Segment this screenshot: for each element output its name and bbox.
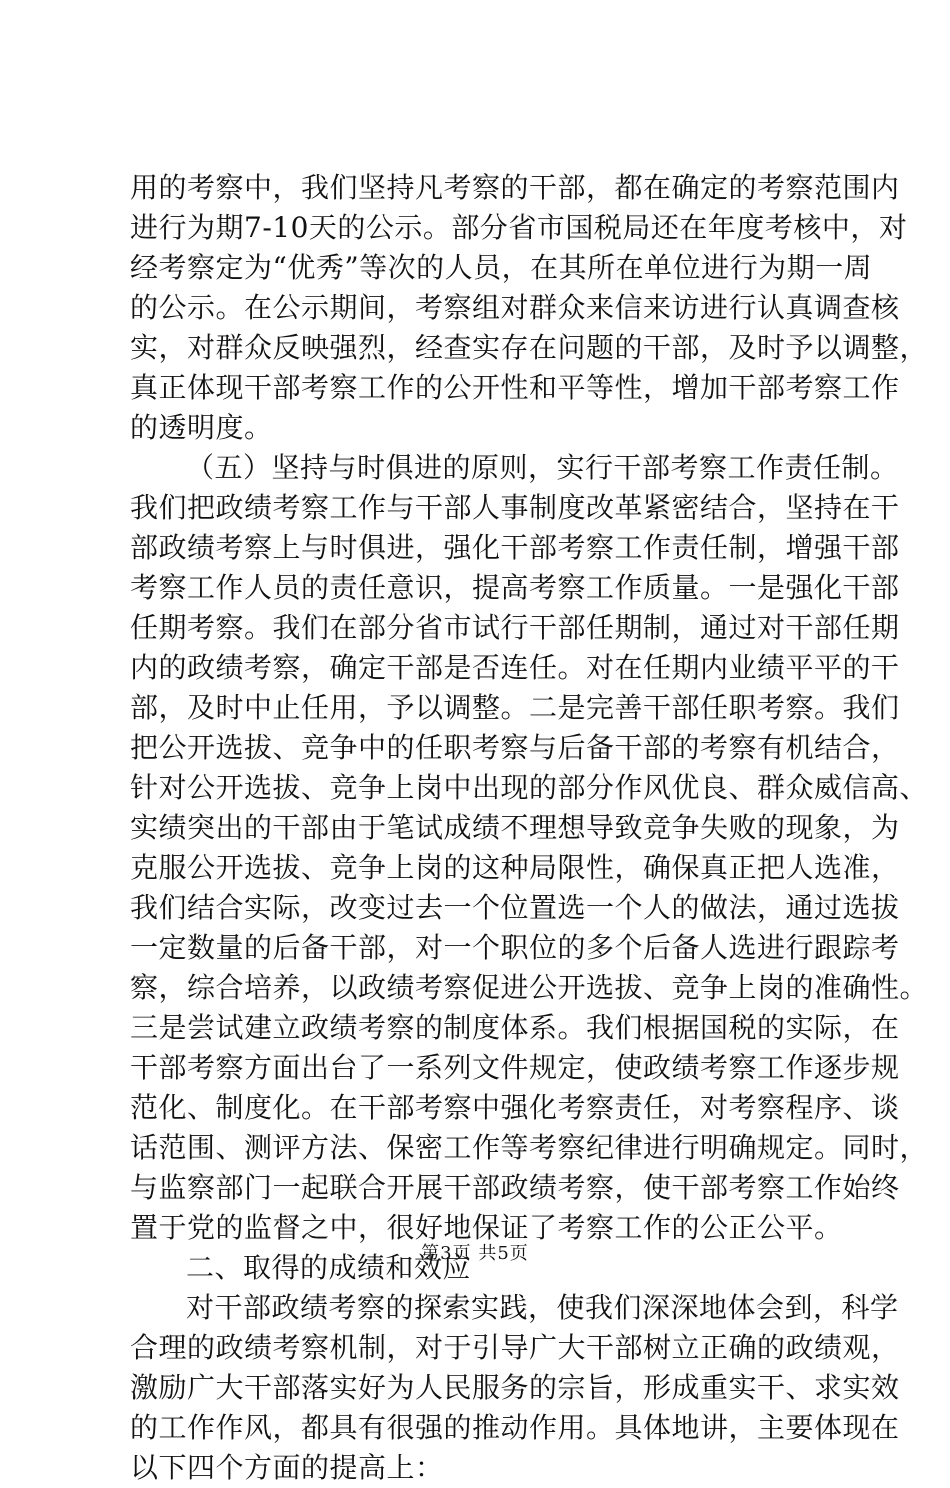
text-line: 三是尝试建立政绩考察的制度体系。我们根据国税的实际，在: [130, 1011, 900, 1044]
text-line: 的透明度。: [130, 411, 273, 444]
text-line: 内的政绩考察，确定干部是否连任。对在任期内业绩平平的干: [130, 651, 900, 684]
text-line: 用的考察中，我们坚持凡考察的干部，都在确定的考察范围内: [130, 171, 900, 204]
document-body: [130, 168, 929, 1488]
text-line: 与监察部门一起联合开展干部政绩考察，使干部考察工作始终: [130, 1171, 900, 1204]
text-line: 真正体现干部考察工作的公开性和平等性，增加干部考察工作: [130, 371, 900, 404]
page-footer: 第3页 共5页: [421, 1243, 529, 1264]
text-line: 合理的政绩考察机制，对于引导广大干部树立正确的政绩观，: [130, 1331, 900, 1364]
text-line: 克服公开选拔、竞争上岗的这种局限性，确保真正把人选准，: [130, 851, 900, 884]
section-heading-2: 二、取得的成绩和效应: [186, 1251, 472, 1284]
text-line: 干部考察方面出台了一系列文件规定，使政绩考察工作逐步规: [130, 1051, 900, 1084]
section-heading-5: （五）坚持与时俱进的原则，实行干部考察工作责任制。: [186, 451, 899, 484]
text-line: 经考察定为“优秀”等次的人员，在其所在单位进行为期一周: [130, 251, 873, 284]
text-line: 置于党的监督之中，很好地保证了考察工作的公正公平。: [130, 1211, 843, 1244]
text-line: 的工作作风，都具有很强的推动作用。具体地讲，主要体现在: [130, 1411, 900, 1444]
text-line: 激励广大干部落实好为人民服务的宗旨，形成重实干、求实效: [130, 1371, 900, 1404]
text-line: 进行为期7-10天的公示。部分省市国税局还在年度考核中，对: [130, 211, 908, 244]
text-line: 话范围、测评方法、保密工作等考察纪律进行明确规定。同时，: [130, 1131, 929, 1164]
text-line: 的公示。在公示期间，考察组对群众来信来访进行认真调查核: [130, 291, 900, 324]
text-line: 察，综合培养，以政绩考察促进公开选拔、竞争上岗的准确性。: [130, 971, 929, 1004]
text-line: 以下四个方面的提高上：: [130, 1451, 444, 1484]
text-line: 考察工作人员的责任意识，提高考察工作质量。一是强化干部: [130, 571, 900, 604]
text-line: 范化、制度化。在干部考察中强化考察责任，对考察程序、谈: [130, 1091, 900, 1124]
text-line: 部政绩考察上与时俱进，强化干部考察工作责任制，增强干部: [130, 531, 900, 564]
text-line: 我们结合实际，改变过去一个位置选一个人的做法，通过选拔: [130, 891, 900, 924]
text-line: 把公开选拔、竞争中的任职考察与后备干部的考察有机结合，: [130, 731, 900, 764]
text-line: 实，对群众反映强烈，经查实存在问题的干部，及时予以调整，: [130, 331, 929, 364]
text-line: 部，及时中止任用，予以调整。二是完善干部任职考察。我们: [130, 691, 900, 724]
text-line: 对干部政绩考察的探索实践，使我们深深地体会到，科学: [186, 1291, 899, 1324]
text-line: 针对公开选拔、竞争上岗中出现的部分作风优良、群众威信高、: [130, 771, 929, 804]
text-line: 实绩突出的干部由于笔试成绩不理想导致竞争失败的现象，为: [130, 811, 900, 844]
text-line: 任期考察。我们在部分省市试行干部任期制，通过对干部任期: [130, 611, 900, 644]
text-line: 我们把政绩考察工作与干部人事制度改革紧密结合，坚持在干: [130, 491, 900, 524]
text-line: 一定数量的后备干部，对一个职位的多个后备人选进行跟踪考: [130, 931, 900, 964]
